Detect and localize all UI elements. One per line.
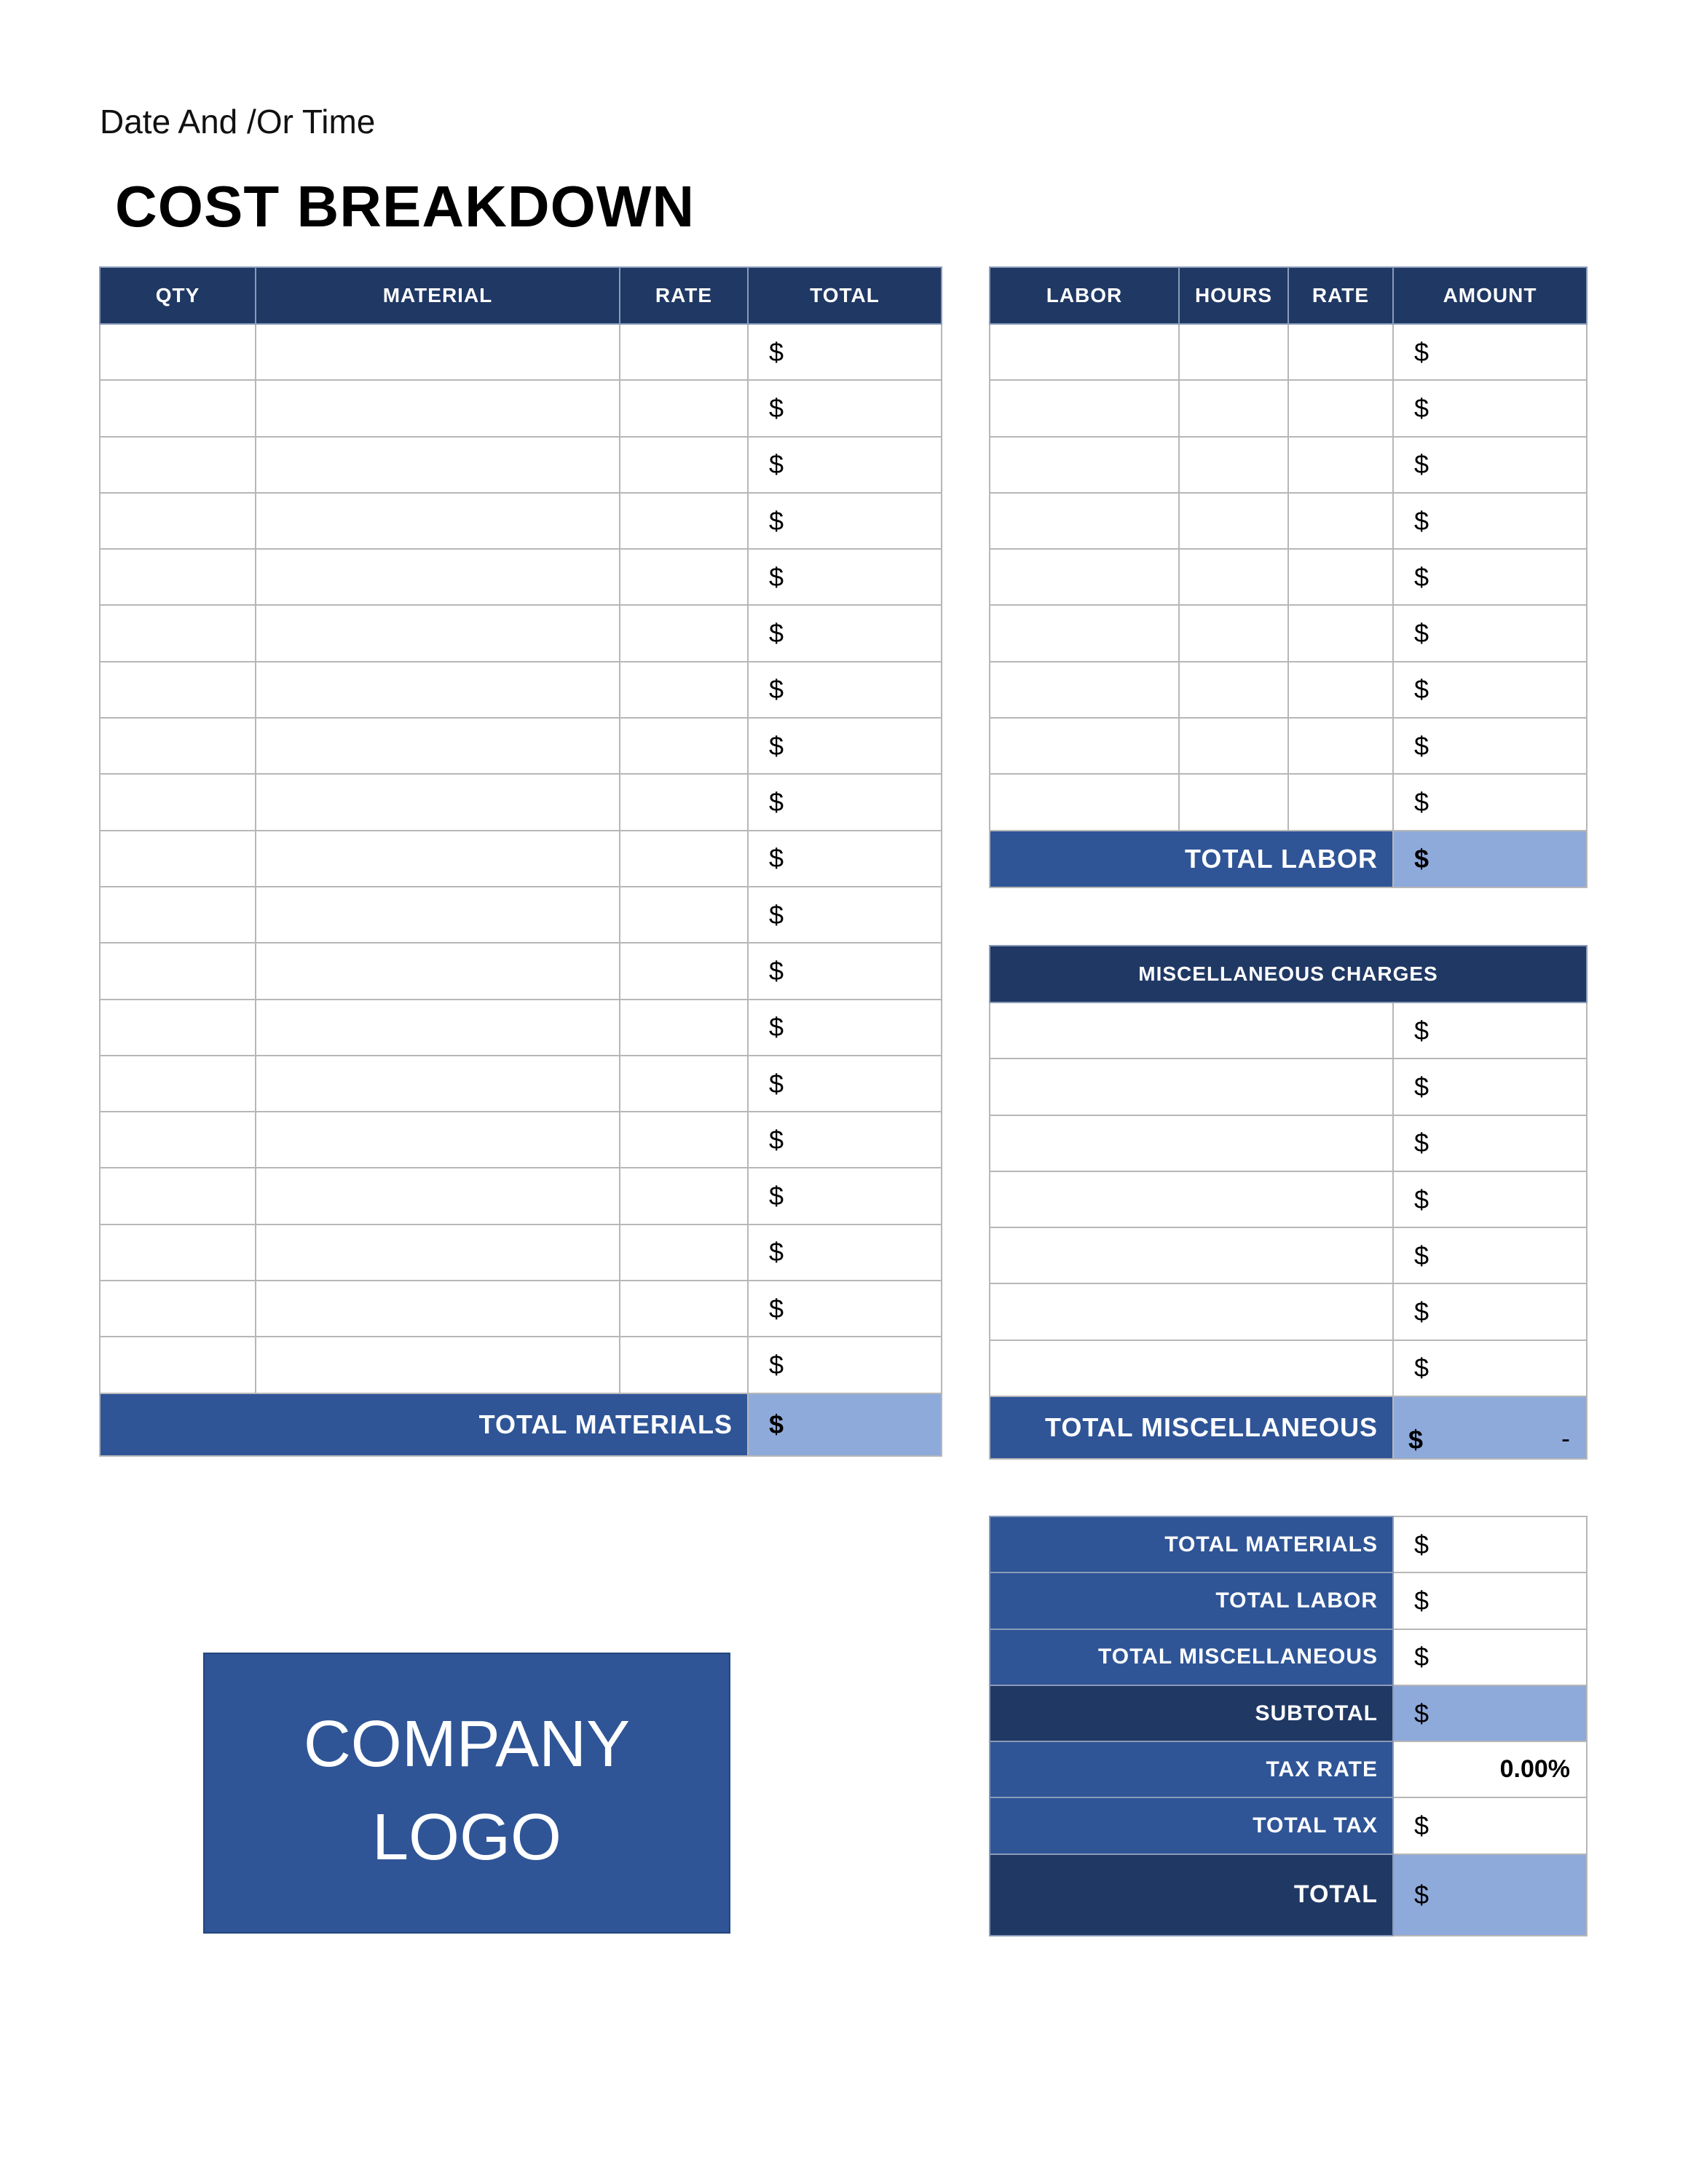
amount-cell[interactable]: $: [1393, 549, 1587, 605]
table-row: [100, 549, 942, 605]
table-row: [990, 1002, 1587, 1059]
materials-table: [99, 266, 942, 1457]
total-misc-value: [1393, 1396, 1587, 1459]
misc-header-row: [990, 946, 1587, 1002]
table-row: [100, 662, 942, 718]
rate-cell[interactable]: [620, 1224, 748, 1281]
total-cell[interactable]: $: [748, 1168, 942, 1224]
summary-row-total-materials: [990, 1516, 1587, 1572]
column-header-qty: QTY: [100, 267, 256, 324]
table-row: [100, 1168, 942, 1224]
qty-cell[interactable]: [100, 718, 256, 774]
page-title: COST BREAKDOWN: [115, 174, 695, 239]
misc-description-cell[interactable]: [990, 1115, 1393, 1171]
qty-cell[interactable]: [100, 605, 256, 661]
total-cell[interactable]: $: [748, 324, 942, 380]
material-cell[interactable]: [256, 1281, 620, 1337]
table-row: [990, 1227, 1587, 1283]
total-materials-value: $: [748, 1393, 942, 1456]
summary-label: TOTAL MISCELLANEOUS: [990, 1629, 1393, 1685]
qty-cell[interactable]: [100, 437, 256, 493]
table-row: [100, 943, 942, 999]
column-header-rate: RATE: [620, 267, 748, 324]
qty-cell[interactable]: [100, 1112, 256, 1168]
rate-cell[interactable]: [620, 1000, 748, 1056]
table-row: [990, 774, 1587, 830]
hours-cell[interactable]: [1179, 718, 1288, 774]
total-cell[interactable]: $: [748, 1112, 942, 1168]
qty-cell[interactable]: [100, 493, 256, 549]
material-cell[interactable]: [256, 549, 620, 605]
total-misc-dash: -: [1561, 1423, 1570, 1454]
summary-label: TOTAL: [990, 1854, 1393, 1936]
rate-cell[interactable]: [620, 718, 748, 774]
labor-table: [989, 266, 1588, 888]
amount-cell[interactable]: $: [1393, 493, 1587, 549]
total-cell[interactable]: $: [748, 718, 942, 774]
rate-cell[interactable]: [620, 605, 748, 661]
qty-cell[interactable]: [100, 324, 256, 380]
rate-cell[interactable]: [620, 324, 748, 380]
company-logo-placeholder: [203, 1653, 730, 1934]
qty-cell[interactable]: [100, 662, 256, 718]
material-cell[interactable]: [256, 437, 620, 493]
total-cell[interactable]: $: [748, 831, 942, 887]
table-row: [990, 549, 1587, 605]
labor-rate-cell[interactable]: [1288, 549, 1393, 605]
labor-cell[interactable]: [990, 437, 1179, 493]
summary-row-total-misc: [990, 1629, 1587, 1685]
rate-cell[interactable]: [620, 662, 748, 718]
column-header-labor: LABOR: [990, 267, 1179, 324]
table-row: [990, 1171, 1587, 1227]
logo-line-1: COMPANY: [303, 1708, 631, 1781]
summary-value[interactable]: $: [1393, 1516, 1587, 1572]
date-time-field[interactable]: Date And /Or Time: [100, 103, 376, 141]
misc-total-row: [990, 1396, 1587, 1459]
material-cell[interactable]: [256, 493, 620, 549]
rate-cell[interactable]: [620, 493, 748, 549]
summary-value[interactable]: $: [1393, 1685, 1587, 1741]
total-labor-label: TOTAL LABOR: [990, 831, 1393, 887]
material-cell[interactable]: [256, 324, 620, 380]
total-labor-value: $: [1393, 831, 1587, 887]
table-row: [100, 831, 942, 887]
table-row: [100, 1112, 942, 1168]
table-row: [990, 1059, 1587, 1115]
summary-row-total-labor: [990, 1572, 1587, 1629]
table-row: [100, 437, 942, 493]
misc-header: MISCELLANEOUS CHARGES: [990, 946, 1587, 1002]
material-cell[interactable]: [256, 887, 620, 943]
misc-amount-cell[interactable]: $: [1393, 1002, 1587, 1059]
labor-rate-cell[interactable]: [1288, 605, 1393, 661]
amount-cell[interactable]: $: [1393, 437, 1587, 493]
amount-cell[interactable]: $: [1393, 605, 1587, 661]
labor-rate-cell[interactable]: [1288, 380, 1393, 436]
amount-cell[interactable]: $: [1393, 380, 1587, 436]
column-header-total: TOTAL: [748, 267, 942, 324]
rate-cell[interactable]: [620, 774, 748, 830]
column-header-amount: AMOUNT: [1393, 267, 1587, 324]
misc-table: [989, 945, 1588, 1460]
table-row: [100, 1000, 942, 1056]
summary-row-total: [990, 1854, 1587, 1936]
material-cell[interactable]: [256, 1337, 620, 1393]
table-row: [990, 605, 1587, 661]
labor-rate-cell[interactable]: [1288, 324, 1393, 380]
labor-rate-cell[interactable]: [1288, 437, 1393, 493]
rate-cell[interactable]: [620, 887, 748, 943]
table-row: [990, 1340, 1587, 1396]
hours-cell[interactable]: [1179, 493, 1288, 549]
table-row: [990, 662, 1587, 718]
rate-cell[interactable]: [620, 380, 748, 436]
amount-cell[interactable]: $: [1393, 324, 1587, 380]
labor-cell[interactable]: [990, 324, 1179, 380]
material-cell[interactable]: [256, 943, 620, 999]
misc-description-cell[interactable]: [990, 1002, 1393, 1059]
rate-cell[interactable]: [620, 1281, 748, 1337]
labor-rate-cell[interactable]: [1288, 493, 1393, 549]
summary-label: TAX RATE: [990, 1741, 1393, 1797]
hours-cell[interactable]: [1179, 605, 1288, 661]
table-row: [100, 1224, 942, 1281]
total-misc-label: TOTAL MISCELLANEOUS: [990, 1396, 1393, 1459]
table-row: [990, 1283, 1587, 1340]
hours-cell[interactable]: [1179, 662, 1288, 718]
misc-description-cell[interactable]: [990, 1171, 1393, 1227]
labor-cell[interactable]: [990, 718, 1179, 774]
hours-cell[interactable]: [1179, 380, 1288, 436]
table-row: [990, 380, 1587, 436]
table-row: [990, 493, 1587, 549]
summary-label: TOTAL TAX: [990, 1797, 1393, 1853]
hours-cell[interactable]: [1179, 324, 1288, 380]
material-cell[interactable]: [256, 1000, 620, 1056]
material-cell[interactable]: [256, 831, 620, 887]
material-cell[interactable]: [256, 605, 620, 661]
material-cell[interactable]: [256, 1056, 620, 1112]
hours-cell[interactable]: [1179, 774, 1288, 830]
labor-cell[interactable]: [990, 662, 1179, 718]
table-row: [990, 324, 1587, 380]
material-cell[interactable]: [256, 1112, 620, 1168]
labor-rate-cell[interactable]: [1288, 718, 1393, 774]
misc-amount-cell[interactable]: $: [1393, 1059, 1587, 1115]
qty-cell[interactable]: [100, 1000, 256, 1056]
total-cell[interactable]: $: [748, 662, 942, 718]
qty-cell[interactable]: [100, 1337, 256, 1393]
summary-row-total-tax: [990, 1797, 1587, 1853]
summary-label: SUBTOTAL: [990, 1685, 1393, 1741]
summary-value[interactable]: $: [1393, 1572, 1587, 1629]
table-row: [100, 605, 942, 661]
summary-value[interactable]: $: [1393, 1629, 1587, 1685]
qty-cell[interactable]: [100, 549, 256, 605]
total-misc-symbol: $: [1408, 1425, 1424, 1455]
material-cell[interactable]: [256, 1168, 620, 1224]
qty-cell[interactable]: [100, 1168, 256, 1224]
table-row: [100, 380, 942, 436]
total-cell[interactable]: $: [748, 887, 942, 943]
total-materials-label: TOTAL MATERIALS: [100, 1393, 748, 1456]
summary-label: TOTAL MATERIALS: [990, 1516, 1393, 1572]
hours-cell[interactable]: [1179, 549, 1288, 605]
rate-cell[interactable]: [620, 943, 748, 999]
column-header-material: MATERIAL: [256, 267, 620, 324]
summary-row-subtotal: [990, 1685, 1587, 1741]
hours-cell[interactable]: [1179, 437, 1288, 493]
amount-cell[interactable]: $: [1393, 774, 1587, 830]
labor-rate-cell[interactable]: [1288, 662, 1393, 718]
rate-cell[interactable]: [620, 1168, 748, 1224]
total-cell[interactable]: $: [748, 437, 942, 493]
material-cell[interactable]: [256, 718, 620, 774]
table-row: [100, 1056, 942, 1112]
misc-description-cell[interactable]: [990, 1227, 1393, 1283]
qty-cell[interactable]: [100, 887, 256, 943]
qty-cell[interactable]: [100, 943, 256, 999]
total-cell[interactable]: $: [748, 1224, 942, 1281]
total-cell[interactable]: $: [748, 380, 942, 436]
total-cell[interactable]: $: [748, 1281, 942, 1337]
summary-value[interactable]: $: [1393, 1797, 1587, 1853]
misc-amount-cell[interactable]: $: [1393, 1171, 1587, 1227]
table-row: [990, 718, 1587, 774]
summary-value[interactable]: $: [1393, 1854, 1587, 1936]
amount-cell[interactable]: $: [1393, 718, 1587, 774]
rate-cell[interactable]: [620, 549, 748, 605]
labor-cell[interactable]: [990, 605, 1179, 661]
table-row: [100, 324, 942, 380]
material-cell[interactable]: [256, 380, 620, 436]
qty-cell[interactable]: [100, 774, 256, 830]
misc-amount-cell[interactable]: $: [1393, 1227, 1587, 1283]
table-row: [100, 1281, 942, 1337]
summary-row-tax-rate: [990, 1741, 1587, 1797]
material-cell[interactable]: [256, 1224, 620, 1281]
misc-description-cell[interactable]: [990, 1059, 1393, 1115]
rate-cell[interactable]: [620, 437, 748, 493]
labor-cell[interactable]: [990, 549, 1179, 605]
table-row: [100, 718, 942, 774]
total-cell[interactable]: $: [748, 943, 942, 999]
misc-description-cell[interactable]: [990, 1340, 1393, 1396]
qty-cell[interactable]: [100, 1224, 256, 1281]
qty-cell[interactable]: [100, 1281, 256, 1337]
table-row: [100, 887, 942, 943]
material-cell[interactable]: [256, 774, 620, 830]
labor-cell[interactable]: [990, 774, 1179, 830]
labor-cell[interactable]: [990, 493, 1179, 549]
total-cell[interactable]: $: [748, 549, 942, 605]
materials-total-row: [100, 1393, 942, 1456]
total-cell[interactable]: $: [748, 1056, 942, 1112]
amount-cell[interactable]: $: [1393, 662, 1587, 718]
rate-cell[interactable]: [620, 1112, 748, 1168]
labor-total-row: [990, 831, 1587, 887]
rate-cell[interactable]: [620, 831, 748, 887]
table-row: [100, 1337, 942, 1393]
column-header-hours: HOURS: [1179, 267, 1288, 324]
total-cell[interactable]: $: [748, 605, 942, 661]
total-cell[interactable]: $: [748, 493, 942, 549]
table-row: [990, 1115, 1587, 1171]
total-cell[interactable]: $: [748, 774, 942, 830]
column-header-labor-rate: RATE: [1288, 267, 1393, 324]
misc-amount-cell[interactable]: $: [1393, 1283, 1587, 1340]
tax-rate-input[interactable]: 0.00%: [1393, 1741, 1587, 1797]
labor-cell[interactable]: [990, 380, 1179, 436]
table-row: [990, 437, 1587, 493]
total-cell[interactable]: $: [748, 1000, 942, 1056]
qty-cell[interactable]: [100, 831, 256, 887]
table-row: [100, 493, 942, 549]
misc-amount-cell[interactable]: $: [1393, 1340, 1587, 1396]
misc-amount-cell[interactable]: $: [1393, 1115, 1587, 1171]
material-cell[interactable]: [256, 662, 620, 718]
summary-table: [989, 1516, 1588, 1936]
table-row: [100, 774, 942, 830]
rate-cell[interactable]: [620, 1337, 748, 1393]
summary-label: TOTAL LABOR: [990, 1572, 1393, 1629]
misc-description-cell[interactable]: [990, 1283, 1393, 1340]
logo-line-2: LOGO: [371, 1801, 562, 1874]
total-cell[interactable]: $: [748, 1337, 942, 1393]
labor-rate-cell[interactable]: [1288, 774, 1393, 830]
materials-header-row: [100, 267, 942, 324]
rate-cell[interactable]: [620, 1056, 748, 1112]
labor-header-row: [990, 267, 1587, 324]
qty-cell[interactable]: [100, 1056, 256, 1112]
qty-cell[interactable]: [100, 380, 256, 436]
